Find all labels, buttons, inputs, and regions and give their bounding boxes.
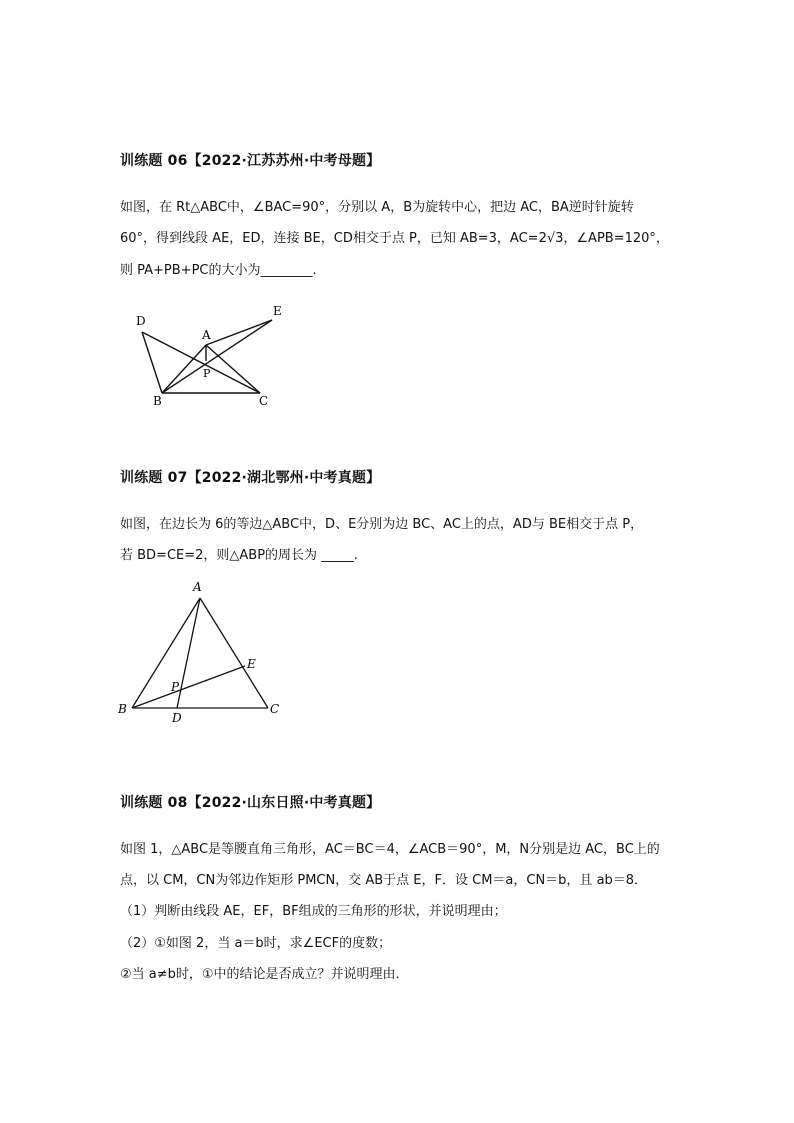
label-e: E <box>273 304 282 318</box>
problem-06-line-1: 如图，在 Rt△ABC中，∠BAC=90°，分别以 A，B为旋转中心，把边 AC，BA逆时针旋转 <box>120 200 634 215</box>
label-b: B <box>118 702 127 716</box>
figure-07-lines <box>132 598 268 708</box>
problem-08-line-3: （1）判断由线段 AE，EF，BF组成的三角形的形状，并说明理由； <box>120 904 507 919</box>
problem-08-line-5: ②当 a≠b时，①中的结论是否成立？并说明理由． <box>120 967 409 982</box>
label-a: A <box>193 580 202 594</box>
problem-08-line-2: 点，以 CM，CN为邻边作矩形 PMCN，交 AB于点 E，F．设 CM＝a，CN＝b，且 ab＝8． <box>120 873 648 888</box>
label-d: D <box>136 314 146 328</box>
problem-08-heading: 训练题 08【2022·山东日照·中考真题】 <box>120 795 381 811</box>
label-p: P <box>203 367 211 380</box>
label-a: A <box>202 328 211 342</box>
problem-06-line-3: 则 PA+PB+PC的大小为________. <box>120 263 317 278</box>
problem-08-line-1: 如图 1，△ABC是等腰直角三角形，AC＝BC＝4，∠ACB＝90°，M，N分别是边 AC，BC上的 <box>120 842 660 857</box>
label-c: C <box>270 702 280 716</box>
label-c: C <box>259 394 269 408</box>
problem-08-line-4: （2）①如图 2，当 a＝b时，求∠ECF的度数； <box>120 936 392 951</box>
label-d: D <box>172 711 182 725</box>
problem-06-line-2: 60°，得到线段 AE，ED，连接 BE，CD相交于点 P，已知 AB=3，AC=2√3，∠APB=120°， <box>120 231 669 246</box>
label-p: P <box>171 680 180 694</box>
label-b: B <box>153 394 162 408</box>
label-e: E <box>247 657 256 671</box>
problem-07-figure <box>112 578 292 728</box>
problem-07-line-2: 若 BD=CE=2，则△ABP的周长为 _____. <box>120 548 358 563</box>
problem-06-figure <box>120 298 300 413</box>
problem-07-line-1: 如图，在边长为 6的等边△ABC中，D、E分别为边 BC、AC上的点，AD与 BE相交于点 P， <box>120 517 644 532</box>
problem-06-heading: 训练题 06【2022·江苏苏州·中考母题】 <box>120 153 381 169</box>
problem-07-heading: 训练题 07【2022·湖北鄂州·中考真题】 <box>120 470 381 486</box>
